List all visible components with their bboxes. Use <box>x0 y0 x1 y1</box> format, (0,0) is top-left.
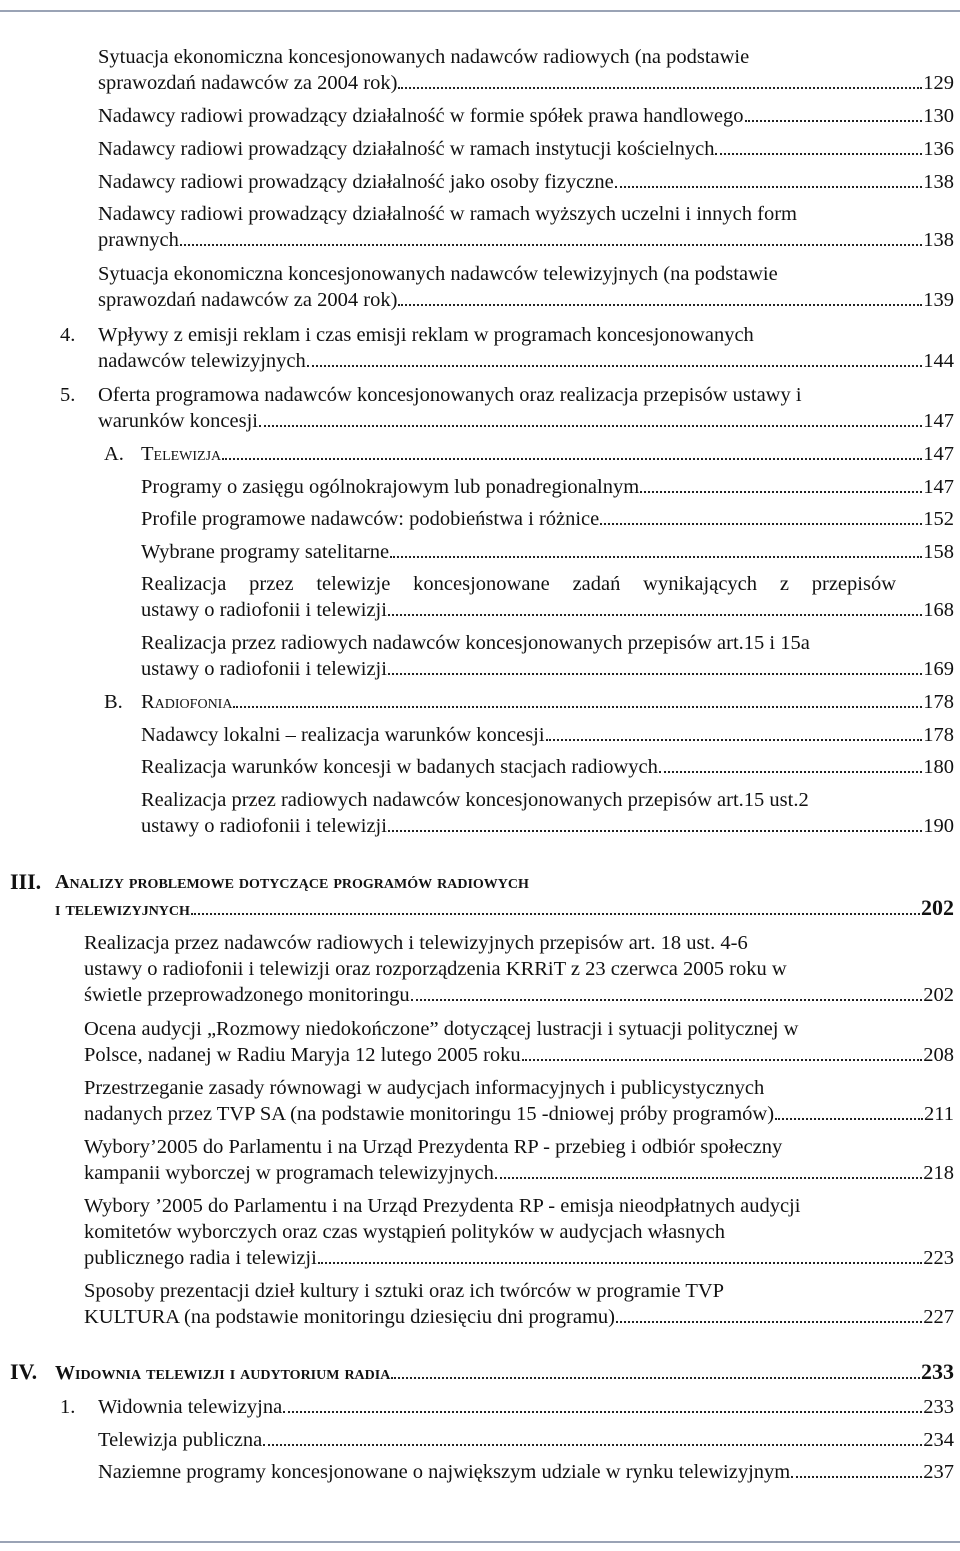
toc-entry[interactable] <box>141 571 954 623</box>
page-number: 180 <box>923 756 954 778</box>
leader-dots <box>659 771 922 773</box>
page-number: 158 <box>923 541 954 563</box>
toc-entry-text: Realizacja przez radiowych nadawców koncesjonowanych przepisów art.15 ust.2 <box>141 789 809 811</box>
page-number: 190 <box>923 815 954 837</box>
toc-entry-text: Wybrane programy satelitarne <box>141 541 390 563</box>
toc-entry-text: Telewizja publiczna <box>98 1429 263 1451</box>
page-number: 138 <box>923 229 954 251</box>
page-number: 168 <box>923 599 954 621</box>
leader-dots <box>307 365 922 367</box>
toc-entry-text: nadanych przez TVP SA (na podstawie monitoringu 15 -dniowej próby programów) <box>84 1103 775 1125</box>
toc-entry-text: Analizy problemowe dotyczące programów radiowych <box>55 871 529 893</box>
page-number: 202 <box>921 895 954 920</box>
leader-dots <box>388 673 922 675</box>
toc-entry-text: Radiofonia <box>141 691 233 713</box>
toc-entry[interactable] <box>84 1193 954 1271</box>
toc-entry-text: Sytuacja ekonomiczna koncesjonowanych nadawców radiowych (na podstawie <box>98 46 750 68</box>
toc-entry-text: Widownia telewizyjna <box>98 1396 283 1418</box>
subsection-letter: A. <box>104 443 124 465</box>
toc-entry-text: prawnych <box>98 229 179 251</box>
toc-entry[interactable] <box>84 930 954 1008</box>
leader-dots <box>775 1118 923 1120</box>
toc-entry-text: Nadawcy radiowi prowadzący działalność w formie spółek prawa handlowego <box>98 105 744 127</box>
toc-entry-text: sprawozdań nadawców za 2004 rok) <box>98 72 398 94</box>
page-number: 139 <box>923 289 954 311</box>
top-rule <box>0 10 960 12</box>
toc-entry-text: Nadawcy lokalni – realizacja warunków koncesji <box>141 724 545 746</box>
toc-entry[interactable] <box>141 630 954 682</box>
toc-entry[interactable] <box>98 322 954 374</box>
toc-entry[interactable] <box>98 1427 954 1453</box>
toc-entry-text: Polsce, nadanej w Radiu Maryja 12 lutego 2005 roku <box>84 1044 521 1066</box>
toc-entry-text: Naziemne programy koncesjonowane o największym udziale w rynku telewizyjnym <box>98 1461 791 1483</box>
toc-entry-text: warunków koncesji <box>98 410 258 432</box>
leader-dots <box>600 523 922 525</box>
page-number: 129 <box>923 72 954 94</box>
page-number: 138 <box>923 171 954 193</box>
toc-entry[interactable] <box>98 169 954 195</box>
page-number: 136 <box>923 138 954 160</box>
toc-entry-text: świetle przeprowadzonego monitoringu <box>84 984 410 1006</box>
leader-dots <box>180 244 922 246</box>
toc-entry[interactable] <box>141 474 954 500</box>
toc-entry[interactable] <box>98 382 954 434</box>
toc-entry[interactable] <box>98 136 954 162</box>
toc-entry-text: Wybory’2005 do Parlamentu i na Urząd Prezydenta RP - przebieg i odbiór społeczny <box>84 1136 783 1158</box>
page-number: 147 <box>923 410 954 432</box>
toc-entry[interactable] <box>98 261 954 313</box>
toc-entry-text: Przestrzeganie zasady równowagi w audycjach informacyjnych i publicystycznych <box>84 1077 765 1099</box>
leader-dots <box>391 1377 920 1379</box>
toc-entry-text: komitetów wyborczych oraz czas wystąpień polityków w audycjach własnych <box>84 1221 725 1243</box>
toc-entry[interactable] <box>141 689 954 715</box>
chapter-number: III. <box>10 869 42 894</box>
toc-entry-text: Nadawcy radiowi prowadzący działalność jako osoby fizyczne <box>98 171 614 193</box>
toc-entry[interactable] <box>141 754 954 780</box>
leader-dots <box>715 153 922 155</box>
toc-entry[interactable] <box>84 1075 954 1127</box>
toc-entry-text: Wpływy z emisji reklam i czas emisji reklam w programach koncesjonowanych <box>98 324 754 346</box>
toc-entry[interactable] <box>98 1394 954 1420</box>
page-number: 202 <box>923 984 954 1006</box>
leader-dots <box>318 1262 922 1264</box>
page-number: 233 <box>923 1396 954 1418</box>
page-number: 178 <box>923 724 954 746</box>
toc-entry-text: Widownia telewizji i audytorium radia <box>55 1362 391 1384</box>
leader-dots <box>791 1476 922 1478</box>
toc-entry-text: Nadawcy radiowi prowadzący działalność w ramach instytucji kościelnych <box>98 138 715 160</box>
leader-dots <box>222 458 922 460</box>
leader-dots <box>495 1177 922 1179</box>
page-number: 208 <box>923 1044 954 1066</box>
toc-entry-text: Wybory ’2005 do Parlamentu i na Urząd Prezydenta RP - emisja nieodpłatnych audycji <box>84 1195 801 1217</box>
toc-chapter-entry[interactable] <box>55 869 954 922</box>
leader-dots <box>259 425 922 427</box>
section-number: 4. <box>60 324 76 346</box>
toc-entry-text: kampanii wyborczej w programach telewizyjnych <box>84 1162 494 1184</box>
toc-entry-text: ustawy o radiofonii i telewizji <box>141 815 387 837</box>
toc-entry[interactable] <box>98 44 954 96</box>
toc-entry-text: Sytuacja ekonomiczna koncesjonowanych nadawców telewizyjnych (na podstawie <box>98 263 778 285</box>
section-number: 1. <box>60 1396 76 1418</box>
page-number: 144 <box>923 350 954 372</box>
leader-dots <box>616 1321 922 1323</box>
page-number: 130 <box>923 105 954 127</box>
toc-entry[interactable] <box>141 722 954 748</box>
toc-entry-text: Realizacja przez radiowych nadawców koncesjonowanych przepisów art.15 i 15a <box>141 632 810 654</box>
toc-entry[interactable] <box>84 1134 954 1186</box>
toc-entry-text: Nadawcy radiowi prowadzący działalność w ramach wyższych uczelni i innych form <box>98 203 797 225</box>
toc-entry[interactable] <box>141 787 954 839</box>
toc-entry-text: i telewizyjnych <box>55 898 190 920</box>
toc-entry-text: Realizacja przez telewizje koncesjonowane zadań wynikających z przepisów <box>141 573 896 595</box>
page-number: 147 <box>923 443 954 465</box>
toc-entry-text: Programy o zasięgu ogólnokrajowym lub ponadregionalnym <box>141 476 640 498</box>
toc-entry[interactable] <box>84 1016 954 1068</box>
toc-entry-text: ustawy o radiofonii i telewizji oraz rozporządzenia KRRiT z 23 czerwca 2005 roku w <box>84 958 787 980</box>
page-number: 233 <box>921 1359 954 1384</box>
page-number: 218 <box>923 1162 954 1184</box>
leader-dots <box>411 999 923 1001</box>
toc-chapter-entry[interactable] <box>55 1359 954 1386</box>
toc-entry[interactable] <box>141 506 954 532</box>
toc-entry-text: KULTURA (na podstawie monitoringu dziesięciu dni programu) <box>84 1306 616 1328</box>
chapter-number: IV. <box>10 1359 38 1384</box>
toc-entry-text: publicznego radia i telewizji <box>84 1247 317 1269</box>
leader-dots <box>522 1059 923 1061</box>
page-number: 169 <box>923 658 954 680</box>
toc-entry-text: Oferta programowa nadawców koncesjonowanych oraz realizacja przepisów ustawy i <box>98 384 802 406</box>
toc-entry-text: Sposoby prezentacji dzieł kultury i sztuki oraz ich twórców w programie TVP <box>84 1280 725 1302</box>
leader-dots <box>640 491 922 493</box>
toc-entry-text: Realizacja przez nadawców radiowych i telewizyjnych przepisów art. 18 ust. 4-6 <box>84 932 748 954</box>
section-number: 5. <box>60 384 76 406</box>
toc-entry[interactable] <box>84 1278 954 1330</box>
page-number: 223 <box>923 1247 954 1269</box>
leader-dots <box>233 706 922 708</box>
toc-entry-text: nadawców telewizyjnych <box>98 350 306 372</box>
toc-entry-text: Realizacja warunków koncesji w badanych stacjach radiowych <box>141 756 658 778</box>
page-number: 237 <box>923 1461 954 1483</box>
page-number: 227 <box>923 1306 954 1328</box>
toc-entry[interactable] <box>141 441 954 467</box>
leader-dots <box>615 186 923 188</box>
page-number: 211 <box>924 1103 954 1125</box>
page-number: 234 <box>923 1429 954 1451</box>
leader-dots <box>283 1411 922 1413</box>
leader-dots <box>398 304 922 306</box>
toc-entry-text: sprawozdań nadawców za 2004 rok) <box>98 289 398 311</box>
page-number: 152 <box>923 508 954 530</box>
toc-entry[interactable] <box>98 1459 954 1485</box>
subsection-letter: B. <box>104 691 123 713</box>
leader-dots <box>263 1444 922 1446</box>
toc-entry-text: ustawy o radiofonii i telewizji <box>141 599 387 621</box>
leader-dots <box>388 614 922 616</box>
leader-dots <box>388 830 922 832</box>
page-number: 147 <box>923 476 954 498</box>
toc-entry-text: ustawy o radiofonii i telewizji <box>141 658 387 680</box>
leader-dots <box>745 120 923 122</box>
leader-dots <box>191 913 920 915</box>
leader-dots <box>390 556 922 558</box>
toc-entry-text: Profile programowe nadawców: podobieństwa i różnice <box>141 508 600 530</box>
toc-entry[interactable] <box>98 201 954 253</box>
bottom-rule <box>0 1541 960 1543</box>
page-number: 178 <box>923 691 954 713</box>
toc-entry-text: Ocena audycji „Rozmowy niedokończone” dotyczącej lustracji i sytuacji politycznej w <box>84 1018 799 1040</box>
toc-entry[interactable] <box>141 539 954 565</box>
toc-entry[interactable] <box>98 103 954 129</box>
toc-entry-text: Telewizja <box>141 443 222 465</box>
leader-dots <box>398 87 922 89</box>
leader-dots <box>546 739 923 741</box>
